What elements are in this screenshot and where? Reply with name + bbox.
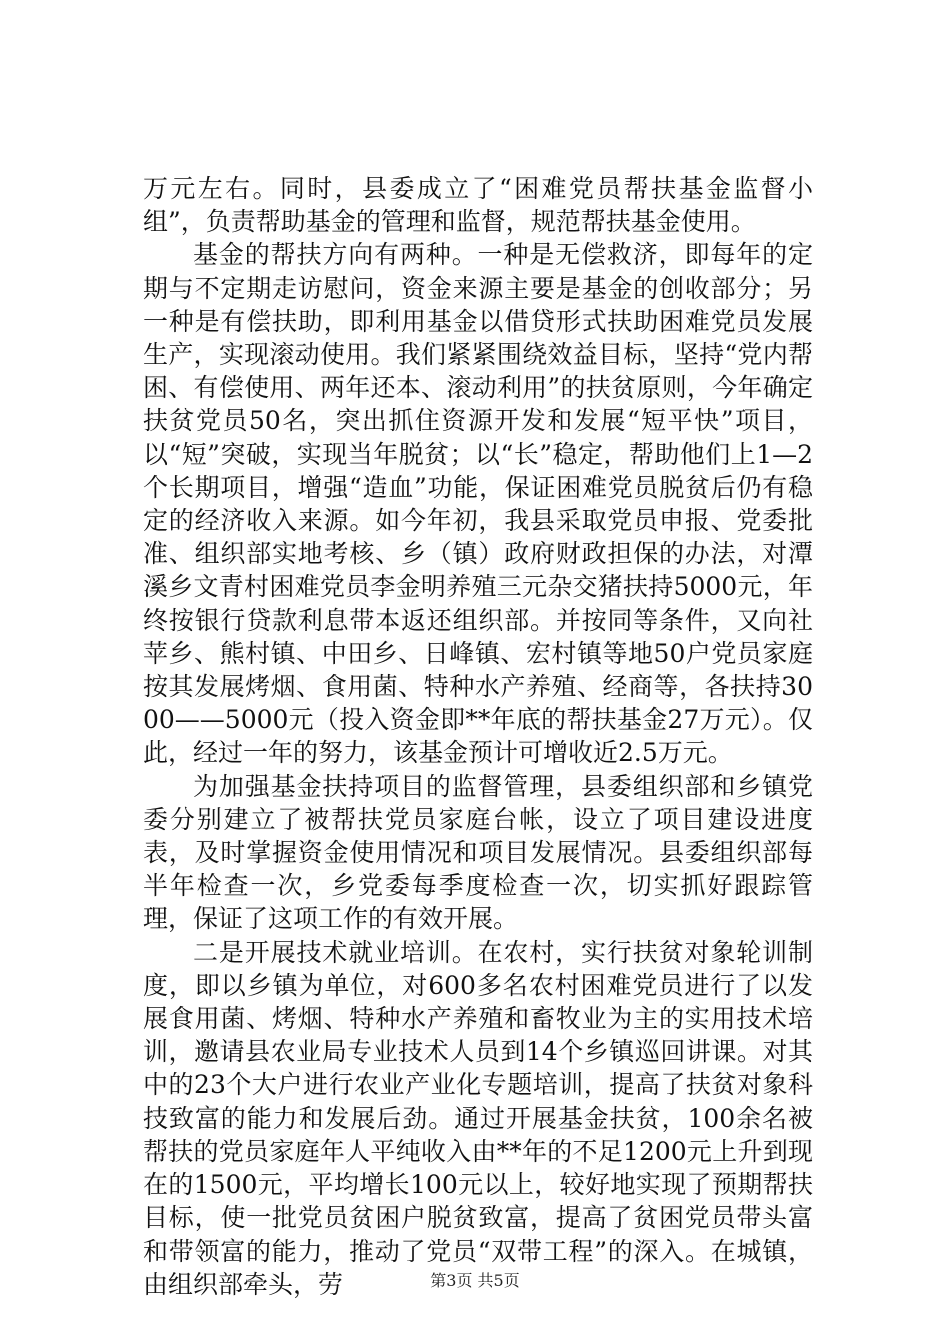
paragraph-training: 二是开展技术就业培训。在农村，实行扶贫对象轮训制度，即以乡镇为单位，对600多名农村困难党员进行了以发展食用菌、烤烟、特种水产养殖和畜牧业为主的实用技术培训，邀请县农业局专业技术人员到14个乡镇巡回讲课。对其中的23个大户进行农业产业化专题培训，提高了扶贫对象科技致富的能力和发展后劲。通过开展基金扶贫，100余名被帮扶的党员家庭年人平纯收入由**年的不足1200元上升到现在的1500元，平均增长100元以上，较好地实现了预期帮扶目标，使一批党员贫困户脱贫致富，提高了贫困党员带头富和带领富的能力，推动了党员“双带工程”的深入。在城镇，由组织部牵头，劳 [143, 937, 813, 1299]
body-text [143, 172, 813, 1301]
paragraph-supervision: 为加强基金扶持项目的监督管理，县委组织部和乡镇党委分别建立了被帮扶党员家庭台帐，设立了项目建设进度表，及时掌握资金使用情况和项目发展情况。县委组织部每半年检查一次，乡党委每季度检查一次，切实抓好跟踪管理，保证了这项工作的有效开展。 [143, 771, 813, 934]
paragraph-continued: 万元左右。同时，县委成立了“困难党员帮扶基金监督小组”，负责帮助基金的管理和监督，规范帮扶基金使用。 [143, 174, 813, 237]
paragraph-fund-direction: 基金的帮扶方向有两种。一种是无偿救济，即每年的定期与不定期走访慰问，资金来源主要是基金的创收部分；另一种是有偿扶助，即利用基金以借贷形式扶助困难党员发展生产，实现滚动使用。我们紧紧围绕效益目标，坚持“党内帮困、有偿使用、两年还本、滚动利用”的扶贫原则，今年确定扶贫党员50名，突出抓住资源开发和发展“短平快”项目，以“短”突破，实现当年脱贫；以“长”稳定，帮助他们上1—2个长期项目，增强“造血”功能，保证困难党员脱贫后仍有稳定的经济收入来源。如今年初，我县采取党员申报、党委批准、组织部实地考核、乡（镇）政府财政担保的办法，对潭溪乡文青村困难党员李金明养殖三元杂交猪扶持5000元，年终按银行贷款利息带本返还组织部。并按同等条件，又向社苹乡、熊村镇、中田乡、日峰镇、宏村镇等地50户党员家庭按其发展烤烟、食用菌、特种水产养殖、经商等，各扶持3000——5000元（投入资金即**年底的帮扶基金27万元）。仅此，经过一年的努力，该基金预计可增收近2.5万元。 [143, 240, 813, 768]
page-number-footer: 第3页 共5页 [430, 1271, 520, 1290]
